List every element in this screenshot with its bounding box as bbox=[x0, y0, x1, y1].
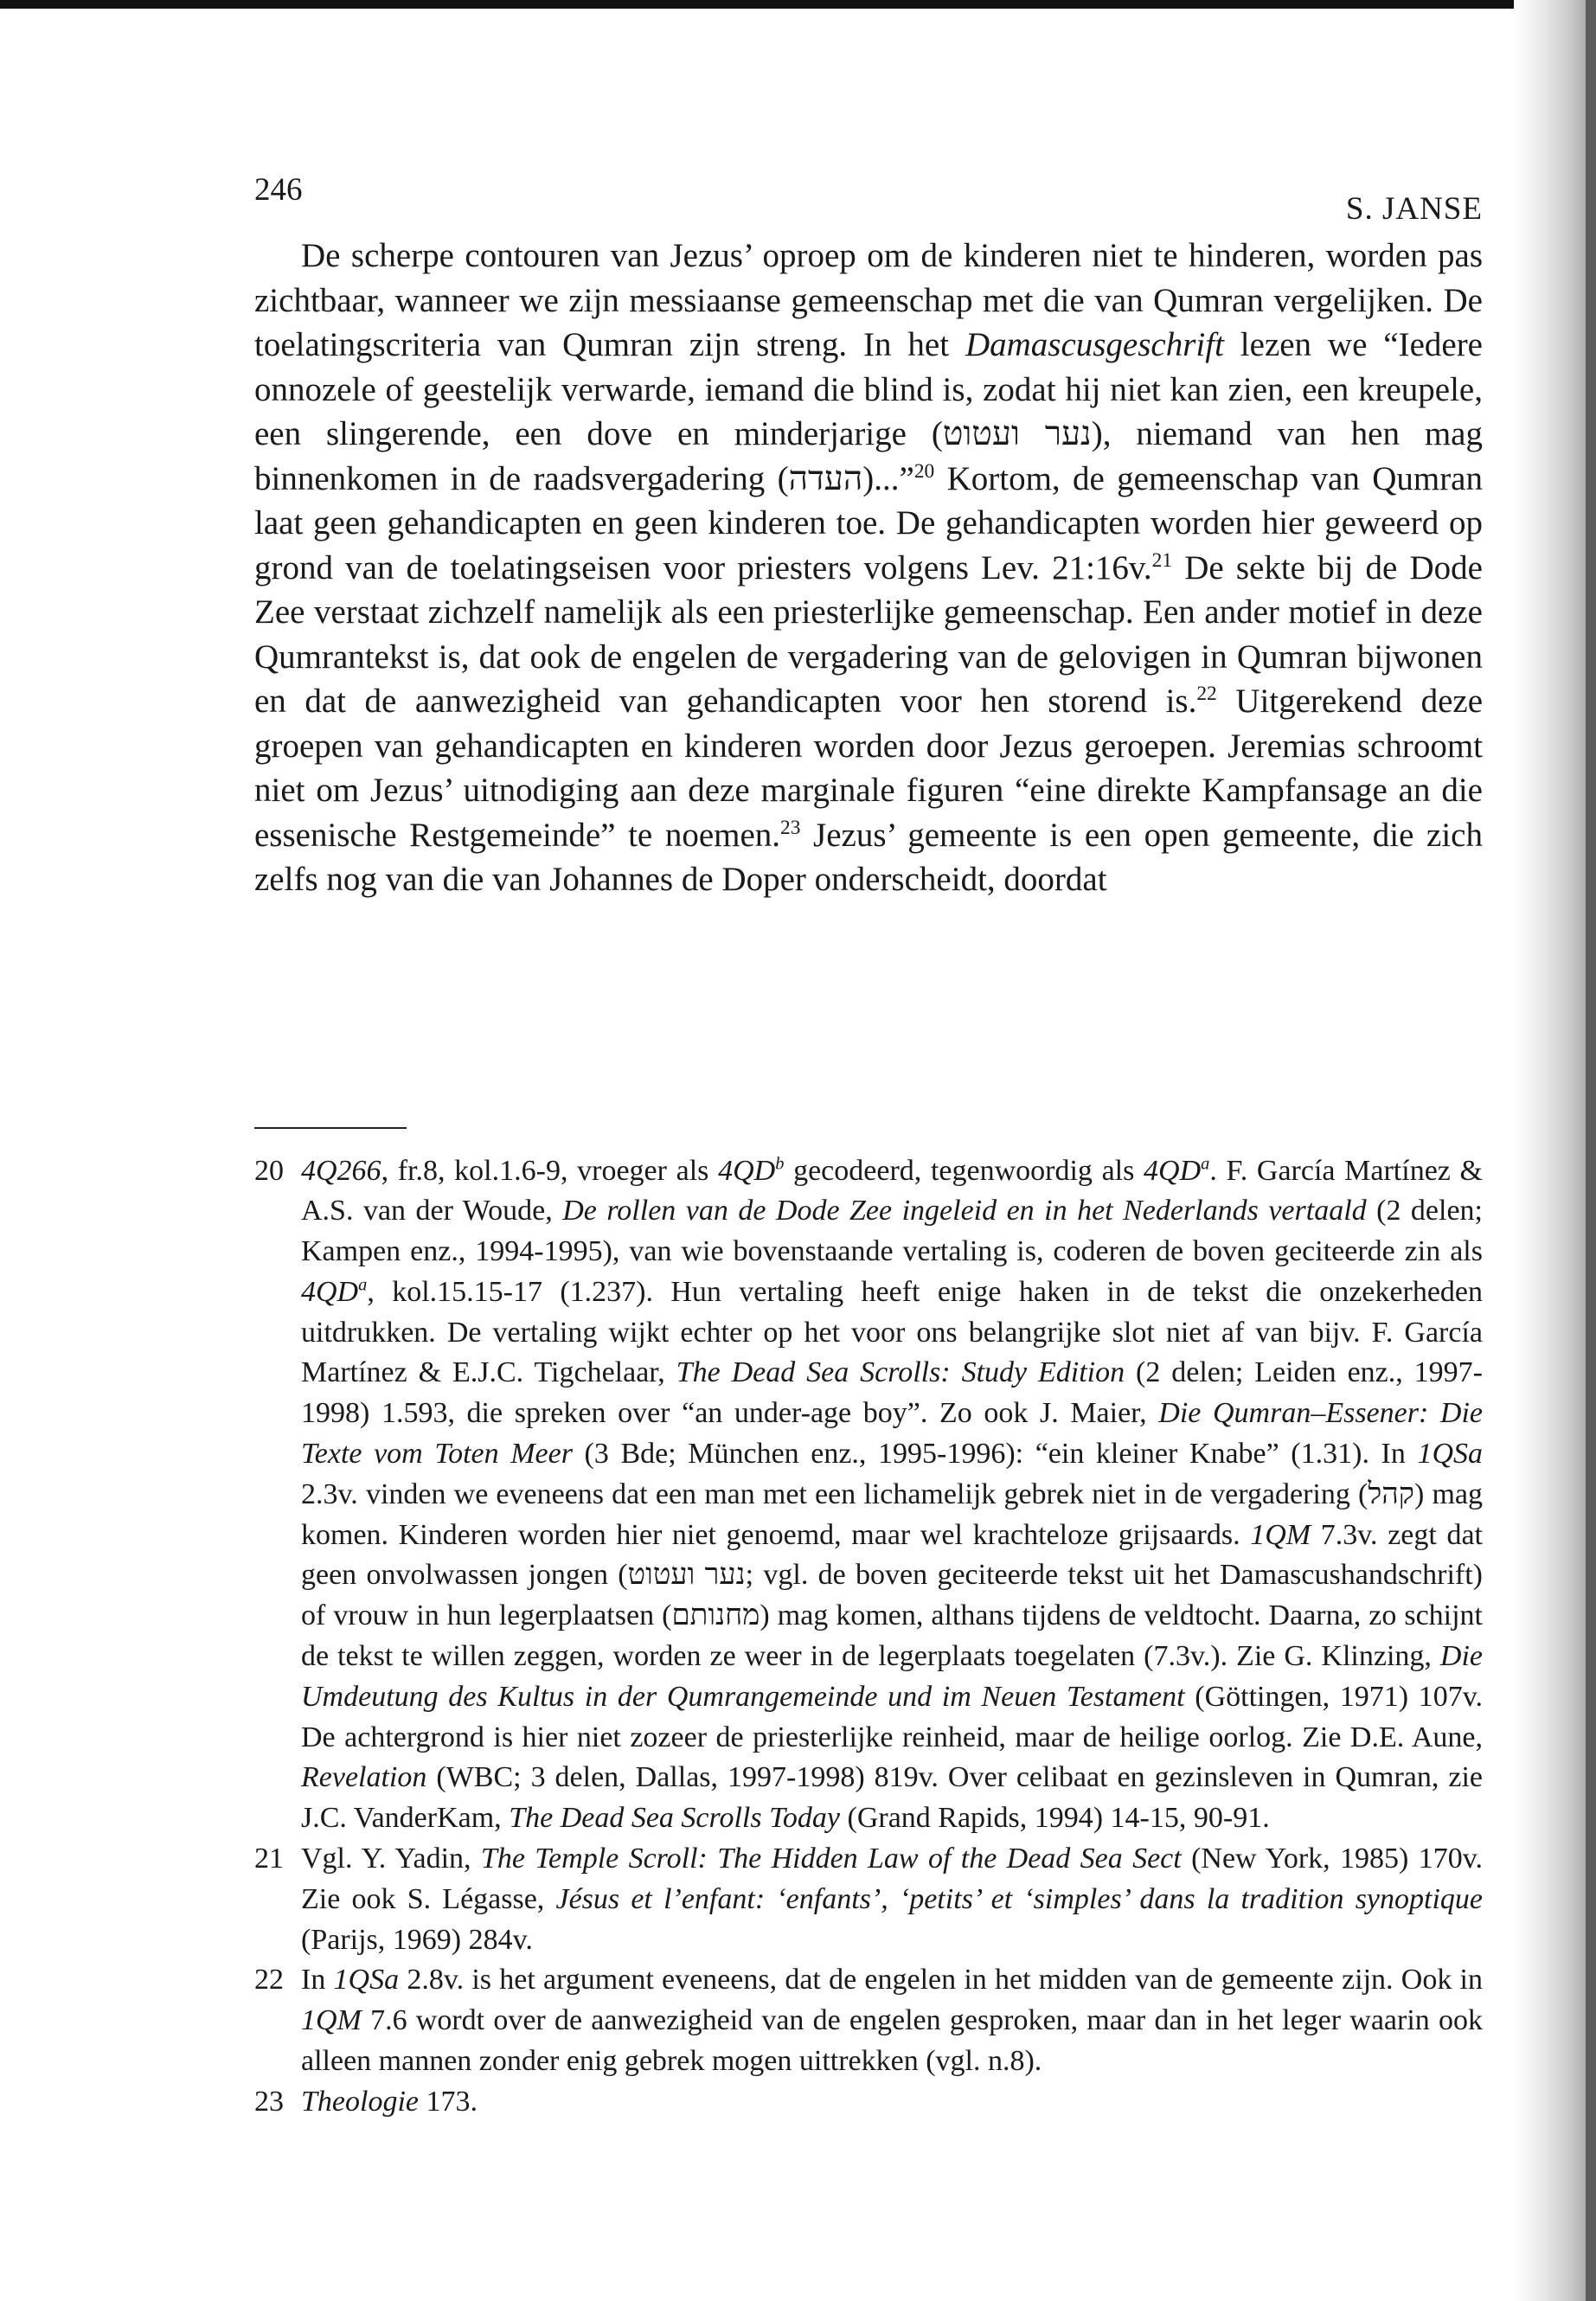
fn-text: 7.3v. zegt dat geen onvolwassen jongen ( bbox=[301, 1518, 1483, 1592]
footnote-number: 20 bbox=[254, 1154, 284, 1187]
fn-italic: Die Umdeutung des Kultus in der Qumrangemeinde und im Neuen Testament bbox=[301, 1640, 1483, 1713]
fn-text: gecodeerd, tegenwoordig als bbox=[784, 1154, 1144, 1187]
fn-italic: Revelation bbox=[301, 1761, 427, 1794]
hebrew-term: העדה bbox=[788, 459, 863, 497]
fn-italic: 4QD bbox=[1144, 1154, 1202, 1187]
fn-italic: The Dead Sea Scrolls Today bbox=[509, 1802, 840, 1835]
fn-text: . F. García Martínez & A.S. van der Woude, bbox=[301, 1154, 1484, 1227]
fn-text: (New York, 1985) 170v. Zie ook S. Légasse, bbox=[301, 1843, 1483, 1915]
running-head: S. JANSE bbox=[1345, 191, 1483, 227]
fn-italic: 1QSa bbox=[1417, 1438, 1483, 1471]
fn-text: , fr.8, kol.1.6-9, vroeger als bbox=[381, 1154, 719, 1187]
body-text: De sekte bij de Dode Zee verstaat zichzelf namelijk als een priesterlijke gemeenschap. Een ander motief in deze Qumrantekst is, dat ook de engelen de vergadering van de gelovigen in Qumran bijwonen en dat de aanwezigheid van gehandicapten voor hen storend is. bbox=[254, 548, 1483, 720]
body-text: Uitgerekend deze groepen van gehandicapten en kinderen worden door Jezus geroepen. Jeremias schroomt niet om Jezus’ uitnodiging aan deze marginale figuren “eine direkte Kampfansage an die essenische Restgemeinde” te noemen. bbox=[254, 683, 1483, 854]
body-italic: Damascusgeschrift bbox=[965, 326, 1224, 363]
footnote-number: 23 bbox=[254, 2085, 284, 2118]
fn-text: (Grand Rapids, 1994) 14-15, 90-91. bbox=[840, 1802, 1270, 1835]
fn-italic: 1QM bbox=[1250, 1518, 1311, 1551]
fn-text: ) mag komen, althans tijdens de veldtocht. Daarna, zo schijnt de tekst te willen zeggen, worden ze weer in de legerplaats toegelaten (7.3v.). Zie G. Klinzing, bbox=[301, 1599, 1483, 1673]
fn-text: ; vgl. de boven geciteerde tekst uit het Damascushandschrift) of vrouw in hun legerplaatsen ( bbox=[301, 1559, 1483, 1632]
fn-italic: Jésus et l’enfant: ‘enfants’, ‘petits’ et ‘simples’ dans la tradition synoptique bbox=[555, 1882, 1483, 1915]
page-edge-shadow bbox=[1514, 0, 1596, 2301]
page bbox=[254, 156, 1483, 2123]
fn-italic: Theologie bbox=[301, 2085, 419, 2118]
fn-text: (Göttingen, 1971) 107v. De achtergrond is hier niet zozeer de priesterlijke reinheid, maar de heilige oorlog. Zie D.E. Aune, bbox=[301, 1680, 1484, 1753]
fn-text: , kol.15.15-17 (1.237). Hun vertaling heeft enige haken in de tekst die onzekerheden uitdrukken. De vertaling wijkt echter op het voor ons belangrijke slot niet af van bijv. F. García Martínez & E.J.C. Tigchelaar, bbox=[301, 1275, 1483, 1389]
fn-text: (2 delen; Leiden enz., 1997-1998) 1.593, die spreken over “an under-age boy”. Zo ook J. Maier, bbox=[301, 1356, 1483, 1430]
fn-sup: a bbox=[1201, 1154, 1210, 1174]
fn-text: (Parijs, 1969) 284v. bbox=[301, 1923, 533, 1956]
body-text: De scherpe contouren van Jezus’ oproep om de kinderen niet te hinderen, worden pas zichtbaar, wanneer we zijn messiaanse gemeenschap met die van Qumran vergelijken. De toelatingscriteria van Qumran zijn streng. In het bbox=[254, 237, 1483, 363]
footnote-ref-23[interactable]: 23 bbox=[780, 816, 801, 839]
footnote-22 bbox=[254, 1960, 1483, 2081]
footnote-divider bbox=[254, 1127, 407, 1129]
fn-text: (3 Bde; München enz., 1995-1996): “ein kleiner Knabe” (1.31). In bbox=[572, 1438, 1418, 1471]
page-number: 246 bbox=[254, 172, 303, 208]
body-text: Jezus’ gemeente is een open gemeente, die zich zelfs nog van die van Johannes de Doper onderscheidt, doordat bbox=[254, 816, 1483, 898]
fn-text: 2.3v. vinden we eveneens dat een man met een lichamelijk gebrek niet in de vergadering ( bbox=[301, 1477, 1368, 1510]
fn-text: In bbox=[301, 1964, 334, 1997]
hebrew-term: נער ועטוט bbox=[942, 415, 1092, 452]
footnote-ref-21[interactable]: 21 bbox=[1151, 548, 1173, 572]
fn-sup: a bbox=[358, 1275, 368, 1295]
fn-italic: 4Q266 bbox=[301, 1154, 381, 1187]
fn-italic: 4QD bbox=[718, 1154, 776, 1187]
fn-italic: 1QM bbox=[301, 2004, 362, 2037]
fn-italic: De rollen van de Dode Zee ingeleid en in het Nederlands vertaald bbox=[562, 1195, 1367, 1227]
fn-sup: b bbox=[775, 1154, 785, 1174]
fn-text: 2.8v. is het argument eveneens, dat de engelen in het midden van de gemeente zijn. Ook in bbox=[399, 1964, 1483, 1997]
fn-italic: The Dead Sea Scrolls: Study Edition bbox=[676, 1356, 1125, 1389]
fn-text: (2 delen; Kampen enz., 1994-1995), van wie bovenstaande vertaling is, coderen de boven geciteerde zin als bbox=[301, 1195, 1483, 1268]
fn-italic: The Temple Scroll: The Hidden Law of the Dead Sea Sect bbox=[480, 1843, 1182, 1875]
fn-text: 173. bbox=[418, 2085, 478, 2118]
body-text: Kortom, de gemeenschap van Qumran laat geen gehandicapten en geen kinderen toe. De gehandicapten worden hier geweerd op grond van de toelatingseisen voor priesters volgens Lev. 21:16v. bbox=[254, 459, 1483, 586]
footnote-number: 22 bbox=[254, 1964, 284, 1997]
fn-text: ) mag komen. Kinderen worden hier niet genoemd, maar wel krachteloze grijsaards. bbox=[301, 1477, 1483, 1551]
page-edge bbox=[1586, 0, 1596, 2301]
footnote-ref-20[interactable]: 20 bbox=[913, 459, 935, 483]
body-text: )...” bbox=[862, 459, 914, 497]
footnote-number: 21 bbox=[254, 1843, 284, 1875]
footnote-23 bbox=[254, 2082, 1483, 2123]
fn-italic: 4QD bbox=[301, 1275, 359, 1308]
hebrew-term: מחנותם bbox=[671, 1599, 760, 1632]
fn-text: Vgl. Y. Yadin, bbox=[301, 1843, 481, 1875]
footnote-21 bbox=[254, 1839, 1483, 1960]
fn-italic: 1QSa bbox=[333, 1964, 400, 1997]
hebrew-term: קהל bbox=[1368, 1477, 1414, 1510]
body-text: lezen we “Iedere onnozele of geestelijk verwarde, iemand die blind is, zodat hij niet kan zien, een kreupele, een slingerende, een dove en minderjarige ( bbox=[254, 326, 1483, 452]
footnote-20 bbox=[254, 1151, 1483, 1840]
fn-text: (WBC; 3 delen, Dallas, 1997-1998) 819v. Over celibaat en gezinsleven in Qumran, zie J.C. VanderKam, bbox=[301, 1761, 1483, 1835]
fn-italic: Die Qumran–Essener: Die Texte vom Toten Meer bbox=[301, 1397, 1483, 1471]
page-header bbox=[254, 156, 1483, 234]
fn-text: 7.6 wordt over de aanwezigheid van de engelen gesproken, maar dan in het leger waarin ook alleen mannen zonder enig gebrek mogen uittrekken (vgl. n.8). bbox=[301, 2004, 1483, 2078]
top-border bbox=[0, 0, 1596, 9]
body-paragraph bbox=[254, 234, 1483, 902]
footnotes bbox=[254, 1151, 1483, 2123]
footnote-ref-22[interactable]: 22 bbox=[1196, 683, 1217, 705]
hebrew-term: נער ועטוט bbox=[627, 1559, 746, 1592]
body-text: ), niemand van hen mag binnenkomen in de raadsvergadering ( bbox=[254, 415, 1483, 497]
